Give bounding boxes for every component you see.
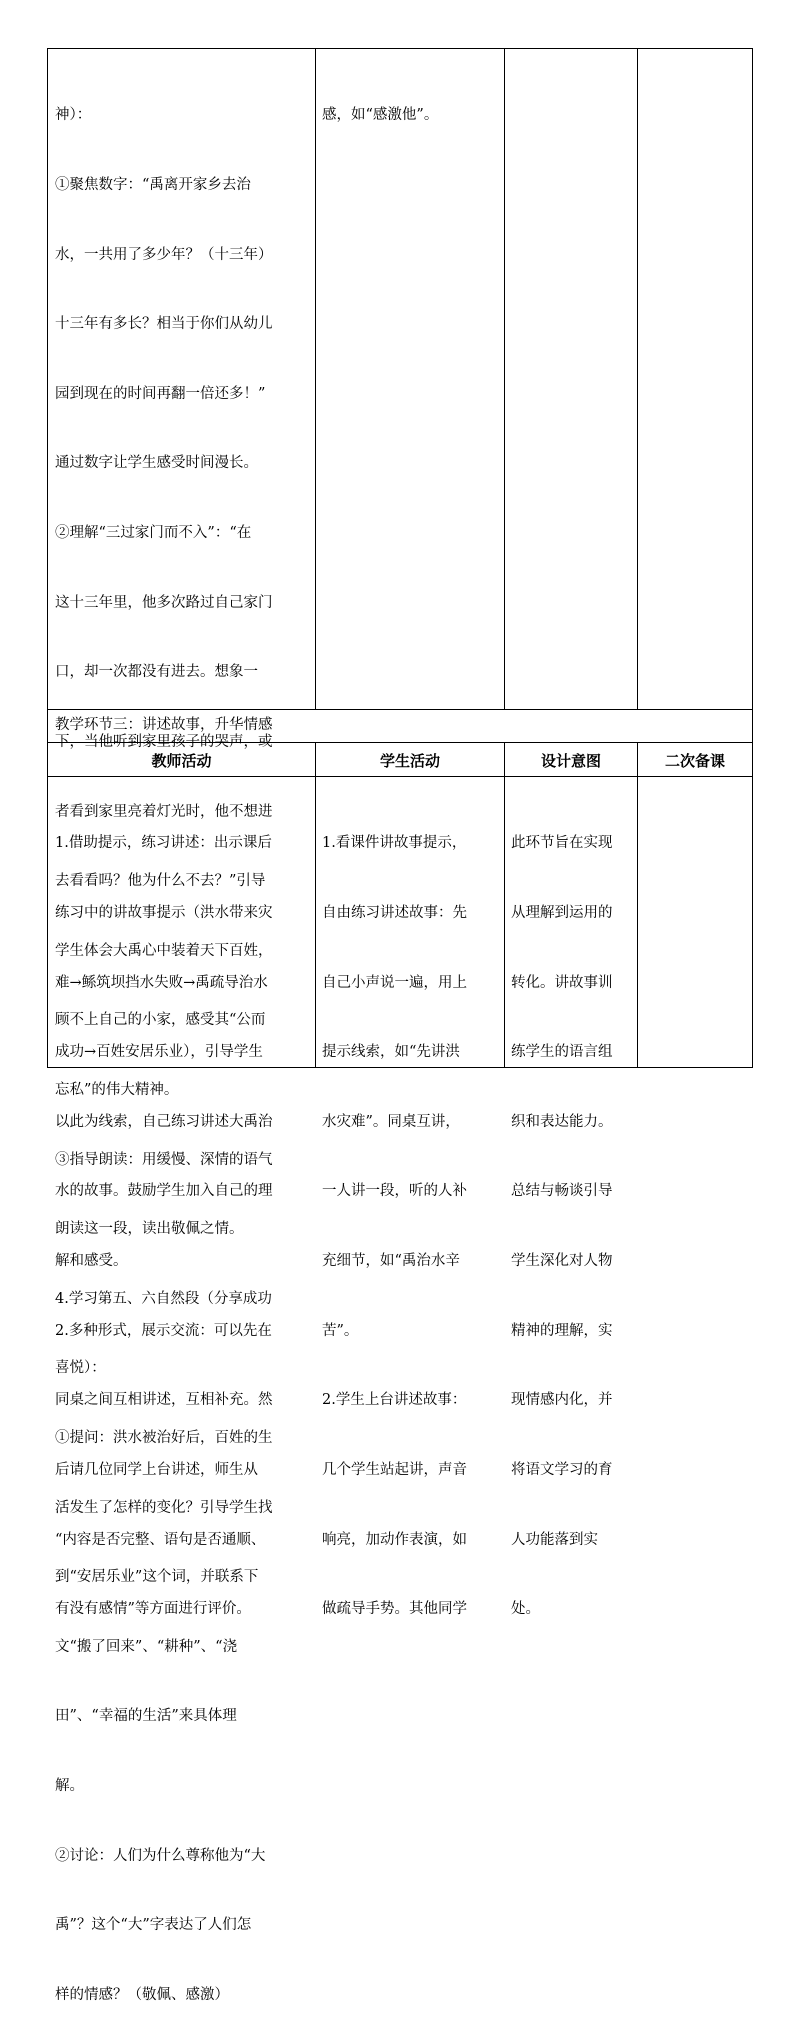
divider-col3-top — [637, 48, 638, 710]
text-line: 通过数字让学生感受时间漫长。 — [55, 455, 258, 472]
section3-design-intent — [511, 786, 635, 1645]
text-line: 几个学生站起讲，声音 — [322, 1461, 467, 1478]
text-line: 忘私”的伟大精神。 — [55, 1081, 179, 1098]
text-line: 学生深化对人物 — [511, 1253, 613, 1270]
text-line: ②理解“三过家门而不入”：“在 — [55, 525, 252, 542]
text-line: 有没有感情”等方面进行评价。 — [55, 1601, 251, 1618]
text-line: 同桌之间互相讲述，互相补充。然 — [55, 1392, 273, 1409]
divider-col1-top — [315, 48, 316, 710]
section3-student-activity — [322, 786, 502, 1645]
header-student-activity: 学生活动 — [379, 752, 440, 770]
text-line: “内容是否完整、语句是否通顺、 — [55, 1531, 266, 1548]
text-line: ③指导朗读：用缓慢、深情的语气 — [55, 1151, 273, 1168]
text-line: 现情感内化，并 — [511, 1392, 613, 1409]
text-line: 感，如“感激他”。 — [322, 107, 439, 124]
text-line: 解。 — [55, 1778, 84, 1795]
text-line: 学生体会大禹心中装着天下百姓， — [55, 942, 273, 959]
text-line: 解和感受。 — [55, 1253, 128, 1270]
text-line: 做疏导手势。其他同学 — [322, 1601, 467, 1618]
text-line: 精神的理解，实 — [511, 1322, 613, 1339]
text-line: 喜悦）： — [55, 1360, 106, 1377]
border-left — [47, 48, 48, 1068]
text-line: 样的情感？（敬佩、感激） — [55, 1986, 229, 2003]
text-line: 顾不上自己的小家，感受其“公而 — [55, 1012, 266, 1029]
text-line: 1.借助提示，练习讲述：出示课后 — [55, 835, 272, 852]
text-line: 练习中的讲故事提示（洪水带来灾 — [55, 905, 273, 922]
text-line: 充细节，如“禹治水辛 — [322, 1253, 460, 1270]
divider-col3-bottom — [637, 742, 638, 1068]
divider-col1-bottom — [315, 742, 316, 1068]
border-right — [752, 48, 753, 1068]
text-line: 2.多种形式，展示交流：可以先在 — [55, 1322, 272, 1339]
text-line: 朗读这一段，读出敬佩之情。 — [55, 1221, 244, 1238]
text-line: ①聚焦数字：“禹离开家乡去治 — [55, 177, 251, 194]
text-line: 难→鲧筑坝挡水失败→禹疏导治水 — [55, 974, 268, 991]
divider-col2-top — [504, 48, 505, 710]
text-line: 将语文学习的育 — [511, 1461, 613, 1478]
divider-col2-bottom — [504, 742, 505, 1068]
text-line: 练学生的语言组 — [511, 1044, 613, 1061]
text-line: 此环节旨在实现 — [511, 835, 613, 852]
section3-teacher-activity — [55, 786, 313, 1645]
text-line: 文“搬了回来”、“耕种”、“浇 — [55, 1638, 238, 1655]
section3-title: 教学环节三：讲述故事，升华情感 — [55, 717, 273, 733]
text-line: 总结与畅谈引导 — [511, 1183, 613, 1200]
text-line: 一人讲一段，听的人补 — [322, 1183, 467, 1200]
border-top — [47, 48, 753, 49]
text-line: 响亮，加动作表演，如 — [322, 1531, 467, 1548]
text-line: 禹”？这个“大”字表达了人们怎 — [55, 1917, 252, 1934]
text-line: ②讨论：人们为什么尊称他为“大 — [55, 1847, 266, 1864]
text-line: 神）： — [55, 107, 92, 124]
text-line: 成功→百姓安居乐业），引导学生 — [55, 1044, 263, 1061]
text-line: 1.看课件讲故事提示， — [322, 835, 467, 852]
top-student-activity — [322, 58, 502, 151]
text-line: 以此为线索，自己练习讲述大禹治 — [55, 1113, 273, 1130]
header-second-prep: 二次备课 — [664, 752, 725, 770]
text-line: 苦”。 — [322, 1322, 359, 1339]
header-teacher-activity: 教师活动 — [151, 752, 212, 770]
text-line: 人功能落到实 — [511, 1531, 598, 1548]
text-line: 十三年有多长？相当于你们从幼儿 — [55, 316, 273, 333]
header-design-intent: 设计意图 — [540, 752, 601, 770]
text-line: 去看看吗？他为什么不去？”引导 — [55, 873, 266, 890]
text-line: 这十三年里，他多次路过自己家门 — [55, 594, 273, 611]
text-line: 水，一共用了多少年？（十三年） — [55, 246, 273, 263]
text-line: 从理解到运用的 — [511, 905, 613, 922]
text-line: 活发生了怎样的变化？引导学生找 — [55, 1499, 273, 1516]
text-line: 处。 — [511, 1601, 540, 1618]
text-line: 水灾难”。同桌互讲， — [322, 1113, 460, 1130]
text-line: 提示线索，如“先讲洪 — [322, 1044, 460, 1061]
text-line: 下，当他听到家里孩子的哭声，或 — [55, 733, 273, 750]
text-line: 自由练习讲述故事：先 — [322, 905, 467, 922]
text-line: 者看到家里亮着灯光时，他不想进 — [55, 803, 273, 820]
text-line: 4.学习第五、六自然段（分享成功 — [55, 1290, 272, 1307]
text-line: 口，却一次都没有进去。想象一 — [55, 664, 258, 681]
text-line: 园到现在的时间再翻一倍还多！” — [55, 385, 266, 402]
text-line: 转化。讲故事训 — [511, 974, 613, 991]
text-line: 自己小声说一遍，用上 — [322, 974, 467, 991]
text-line: 田”、“幸福的生活”来具体理 — [55, 1708, 237, 1725]
text-line: 水的故事。鼓励学生加入自己的理 — [55, 1183, 273, 1200]
text-line: ①提问：洪水被治好后，百姓的生 — [55, 1429, 273, 1446]
text-line: 后请几位同学上台讲述，师生从 — [55, 1461, 258, 1478]
text-line: 2.学生上台讲述故事： — [322, 1392, 467, 1409]
text-line: 到“安居乐业”这个词，并联系下 — [55, 1569, 259, 1586]
text-line: 织和表达能力。 — [511, 1113, 613, 1130]
